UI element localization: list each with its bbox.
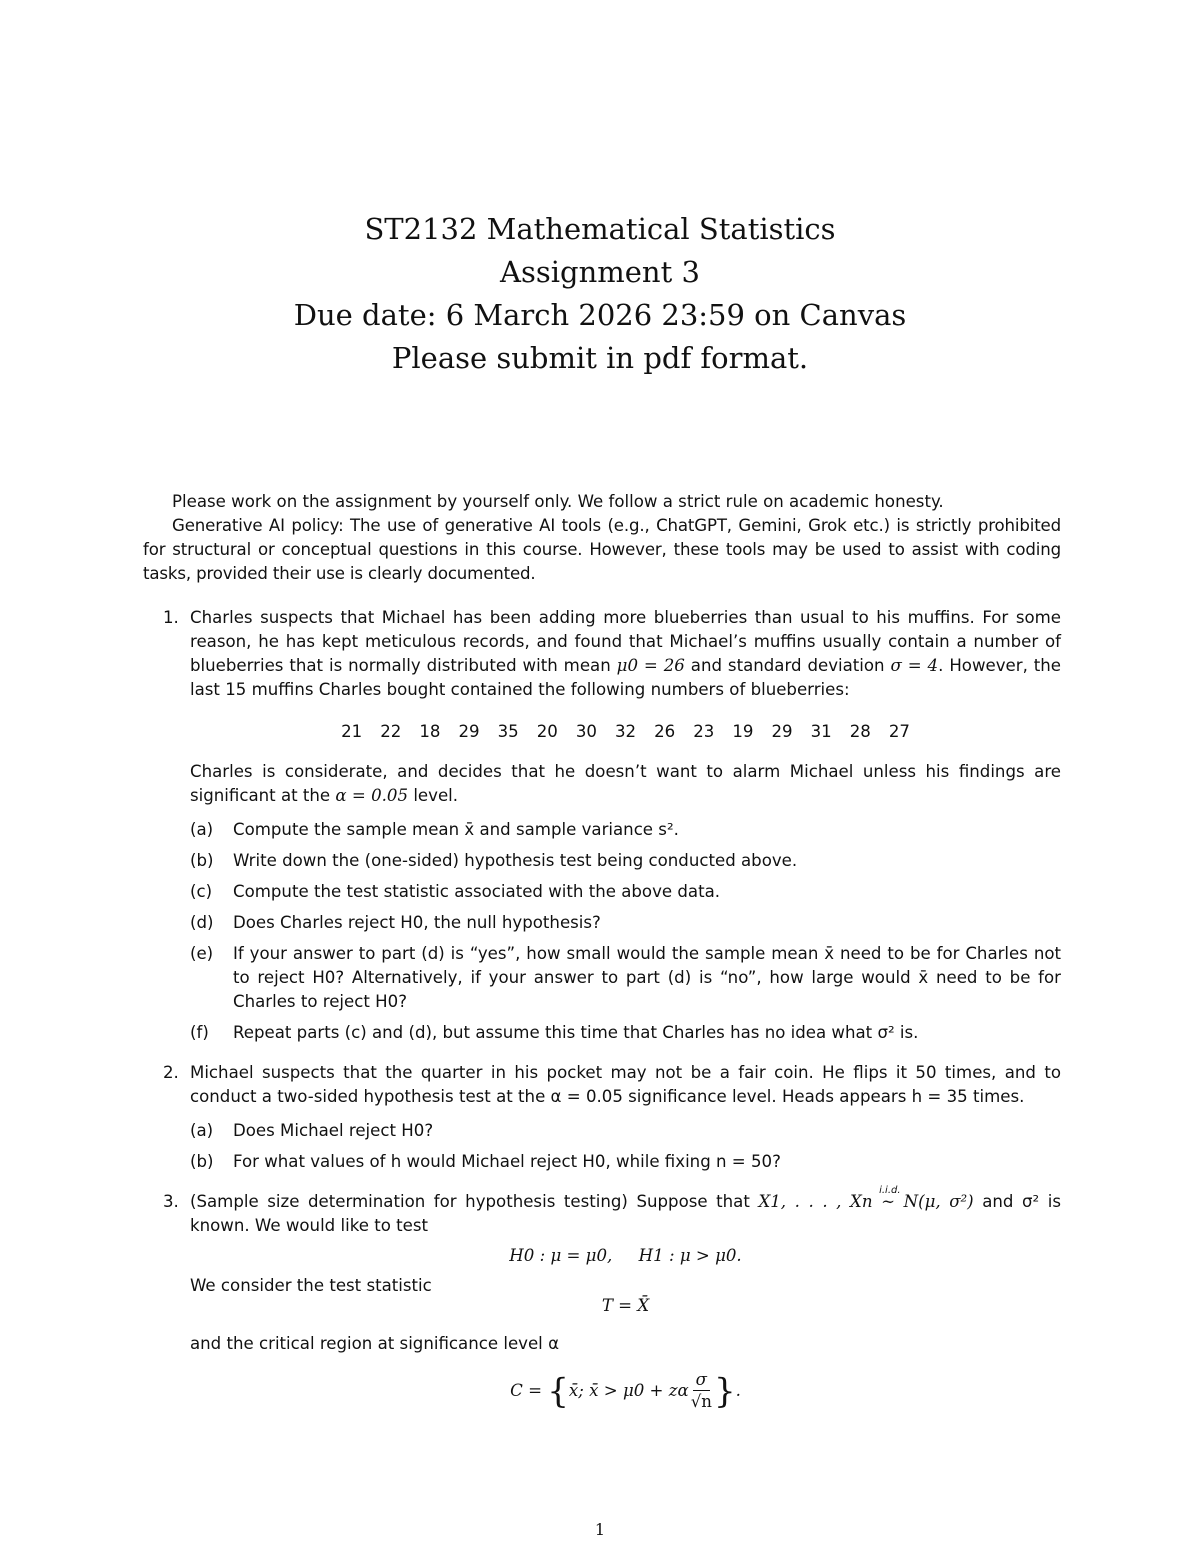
region-lhs: C = [510, 1381, 542, 1400]
q1-text-c: . However, the last 15 muffins Charles bought contained the following numbers of blueberries: [190, 656, 1061, 699]
q1-text-e: level. [413, 786, 459, 805]
part-text: Does Michael reject H0? [233, 1121, 434, 1140]
part-label: (d) [190, 913, 214, 932]
q3-sample: X1, . . . , Xn [758, 1192, 873, 1211]
course-title: ST2132 Mathematical Statistics [364, 212, 836, 246]
part-label: (c) [190, 882, 213, 901]
question-number: 2. [163, 1063, 179, 1082]
data-value: 31 [810, 722, 832, 741]
question-part [190, 818, 1061, 842]
part-text: If your answer to part (d) is “yes”, how small would the sample mean x̄ need to be for Charles not to reject H0? Alternatively, if your answer to part (d) is “no”, how large would x̄ need to be for Charles to reject H0? [233, 944, 1061, 1011]
data-value: 23 [693, 722, 715, 741]
fraction-denominator: √n [690, 1392, 712, 1411]
data-value: 19 [732, 722, 754, 741]
q1-text-d: Charles is considerate, and decides that he doesn’t want to alarm Michael unless his findings are significant at the [190, 762, 1061, 805]
data-value: 28 [849, 722, 871, 741]
question-part [190, 1119, 1061, 1143]
data-value: 21 [341, 722, 363, 741]
page-number: 1 [594, 1520, 606, 1539]
submission-format: Please submit in pdf format. [391, 341, 809, 375]
left-brace: { [547, 1371, 569, 1412]
data-value: 18 [419, 722, 441, 741]
part-text: Compute the sample mean x̄ and sample variance s². [233, 820, 679, 839]
data-value: 29 [771, 722, 793, 741]
q3-text-a: (Sample size determination for hypothesis testing) Suppose that [190, 1192, 750, 1211]
part-label: (e) [190, 944, 214, 963]
question-part [190, 880, 1061, 904]
question-part [190, 1021, 1061, 1045]
question-1-parts [190, 818, 1061, 1045]
question-part [190, 849, 1061, 873]
q3-text-d: and the critical region at significance level α [190, 1334, 560, 1353]
q1-text-a: Charles suspects that Michael has been adding more blueberries than usual to his muffins. For some reason, he has kept meticulous records, and found that Michael’s muffins usually contain a number of blueberries that is normally distributed with mean [190, 608, 1061, 675]
question-1-intro [190, 606, 1061, 702]
question-number: 1. [163, 608, 179, 627]
q1-sd-value: σ = 4 [890, 656, 939, 675]
question-part [190, 942, 1061, 1014]
question-part [190, 1150, 1061, 1174]
part-label: (b) [190, 851, 214, 870]
title-block [0, 208, 1200, 380]
part-label: (b) [190, 1152, 214, 1171]
part-text: Repeat parts (c) and (d), but assume this time that Charles has no idea what σ² is. [233, 1023, 919, 1042]
question-2-parts [190, 1119, 1061, 1174]
assignment-title: Assignment 3 [500, 255, 700, 289]
data-value: 29 [458, 722, 480, 741]
data-value: 27 [888, 722, 910, 741]
data-value: 30 [575, 722, 597, 741]
right-brace: } [713, 1371, 736, 1412]
critical-region-formula [190, 1370, 1061, 1413]
question-2 [143, 1061, 1061, 1174]
q3-text-c: We consider the test statistic [190, 1276, 432, 1295]
part-label: (a) [190, 820, 214, 839]
q1-mean-value: μ0 = 26 [616, 656, 685, 675]
question-1-significance [190, 760, 1061, 808]
q1-alpha-value: α = 0.05 [335, 786, 409, 805]
region-end: . [735, 1381, 741, 1400]
q3-text-b: and σ² is known. We would like to test [190, 1192, 1062, 1235]
question-3 [143, 1185, 1062, 1413]
part-text: For what values of h would Michael reject H0, while fixing n = 50? [233, 1152, 781, 1171]
fraction-numerator: σ [693, 1370, 710, 1391]
due-date: Due date: 6 March 2026 23:59 on Canvas [293, 298, 907, 332]
sim-symbol: ∼ [881, 1192, 895, 1211]
data-value: 35 [497, 722, 519, 741]
question-2-text: Michael suspects that the quarter in his pocket may not be a fair coin. He flips it 50 times, and to conduct a two-sided hypothesis test at the α = 0.05 significance level. Heads appears h = 35 times. [190, 1063, 1061, 1106]
sigma-over-root-n [691, 1370, 712, 1413]
part-label: (f) [190, 1023, 209, 1042]
iid-label: i.i.d. [879, 1185, 901, 1196]
part-label: (a) [190, 1121, 214, 1140]
data-value: 22 [380, 722, 402, 741]
question-3-intro [190, 1185, 1062, 1238]
q1-text-b: and standard deviation [690, 656, 885, 675]
data-value: 20 [536, 722, 558, 741]
region-body: x̄; x̄ > μ0 + zα [568, 1381, 689, 1400]
test-statistic-formula: T = X̄ [601, 1296, 650, 1315]
part-text: Does Charles reject H0, the null hypothesis? [233, 913, 601, 932]
question-part [190, 911, 1061, 935]
hypotheses-formula: H0 : μ = μ0, H1 : μ > μ0. [509, 1246, 742, 1265]
question-1 [143, 606, 1061, 1045]
data-value: 32 [614, 722, 637, 741]
assignment-body [143, 490, 1061, 1419]
part-text: Compute the test statistic associated with the above data. [233, 882, 721, 901]
iid-symbol [879, 1185, 901, 1214]
blueberry-data [190, 720, 1061, 744]
ai-policy-paragraph: Generative AI policy: The use of generative AI tools (e.g., ChatGPT, Gemini, Grok etc.) is strictly prohibited for structural or conceptual questions in this course. However, these tools may be used to assist with coding tasks, provided their use is clearly documented. [143, 516, 1061, 583]
honesty-paragraph: Please work on the assignment by yourself only. We follow a strict rule on academic honesty. [172, 492, 944, 511]
part-text: Write down the (one-sided) hypothesis test being conducted above. [233, 851, 798, 870]
q3-distribution: N(μ, σ²) [903, 1192, 974, 1211]
data-value: 26 [654, 722, 676, 741]
question-number: 3. [163, 1192, 179, 1211]
